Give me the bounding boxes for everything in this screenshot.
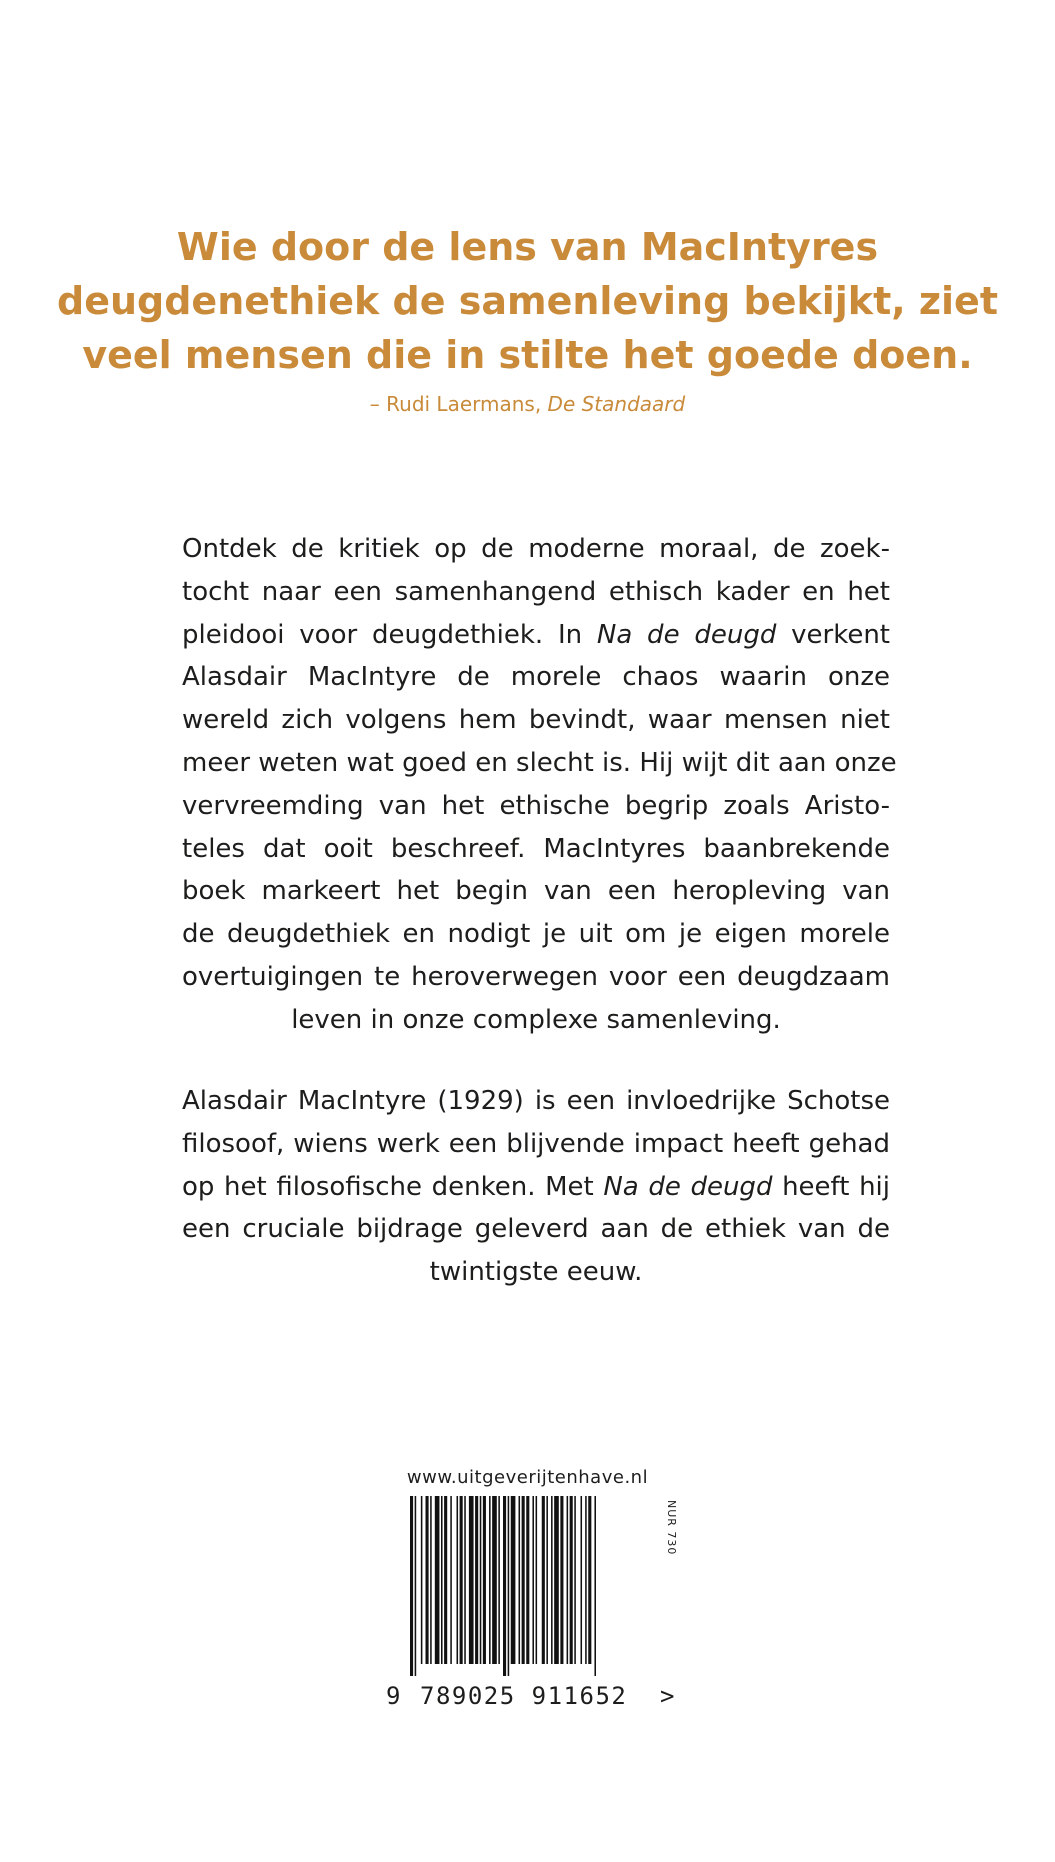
blurb-paragraph-2: [182, 1080, 890, 1294]
isbn-first-digit: 9: [386, 1682, 401, 1710]
barcode-bar: [511, 1496, 516, 1664]
barcode-bar: [570, 1496, 573, 1664]
barcode-bar: [415, 1496, 417, 1676]
barcode-bar: [426, 1496, 429, 1664]
barcode-bar: [464, 1496, 466, 1664]
barcode-bar: [441, 1496, 443, 1664]
quote-line: veel mensen die in stilte het goede doen.: [82, 333, 973, 377]
barcode-bar: [567, 1496, 569, 1664]
barcode: [410, 1496, 656, 1676]
blurb-line: Ontdek de kritiek op de moderne moraal, de zoek-: [182, 534, 890, 564]
blurb-line: Alasdair MacIntyre de morele chaos waarin onze: [182, 662, 890, 693]
isbn-digits: 789025 911652: [420, 1682, 628, 1710]
blurb-text: verkent: [776, 619, 891, 650]
barcode-bar: [546, 1496, 548, 1664]
barcode-bar: [542, 1496, 545, 1664]
barcode-bar: [480, 1496, 482, 1664]
barcode-bar: [532, 1496, 534, 1664]
blurb-line: twintigste eeuw.: [429, 1257, 643, 1288]
blurb-line: Alasdair MacIntyre (1929) is een invloedrijke Schotse: [182, 1086, 890, 1116]
book-title: Na de deugd: [596, 619, 777, 650]
blurb-line: overtuigingen te heroverwegen voor een deugdzaam: [182, 961, 890, 992]
publisher-url: www.uitgeverijtenhave.nl: [406, 1467, 649, 1488]
barcode-bar: [475, 1496, 478, 1664]
nur-code: NUR 730: [665, 1500, 678, 1556]
blurb-line: boek markeert het begin van een heropleving van: [182, 876, 890, 907]
barcode-bar: [503, 1496, 506, 1676]
attribution-author: – Rudi Laermans,: [369, 392, 548, 416]
barcode-bar: [410, 1496, 413, 1676]
blurb-line: leven in onze complexe samenleving.: [291, 1004, 781, 1035]
book-title: Na de deugd: [603, 1171, 773, 1202]
blurb-paragraph-1: [182, 528, 897, 1042]
blurb-line: [182, 1166, 890, 1209]
blurb-line: een cruciale bijdrage geleverd aan de ethiek van de: [182, 1214, 890, 1245]
barcode-bar: [492, 1496, 497, 1664]
barcode-bar: [526, 1496, 529, 1664]
barcode-bar: [585, 1496, 587, 1664]
barcode-bar: [450, 1496, 452, 1664]
blurb-line: vervreemding van het ethische begrip zoals Aristo-: [182, 790, 890, 821]
barcode-bar: [519, 1496, 521, 1664]
quote-attribution: [0, 392, 1055, 416]
barcode-bar: [483, 1496, 486, 1664]
blurb-line: meer weten wat goed en slecht is. Hij wijt dit aan onze: [182, 747, 897, 778]
barcode-bar: [581, 1496, 583, 1664]
barcode-bar: [457, 1496, 459, 1664]
barcode-bar: [498, 1496, 500, 1664]
barcode-bar: [460, 1496, 463, 1664]
barcode-bar: [421, 1496, 423, 1664]
isbn-arrow: >: [660, 1682, 675, 1710]
barcode-bar: [522, 1496, 525, 1664]
barcode-bar: [574, 1496, 576, 1664]
blurb-line: [182, 614, 890, 657]
blurb-text: heeft hij: [772, 1171, 890, 1202]
barcode-bar: [469, 1496, 474, 1664]
barcode-bar: [435, 1496, 440, 1664]
attribution-source: De Standaard: [547, 392, 686, 416]
barcode-bar: [508, 1496, 510, 1676]
blurb-text: op het filosofische denken. Met: [182, 1171, 604, 1202]
barcode-bar: [536, 1496, 538, 1664]
blurb-line: filosoof, wiens werk een blijvende impact heeft gehad: [182, 1128, 890, 1159]
quote-line: Wie door de lens van MacIntyres: [176, 225, 879, 269]
blurb-line: teles dat ooit beschreef. MacIntyres baanbrekende: [182, 833, 890, 864]
barcode-bar: [554, 1496, 559, 1664]
barcode-bar: [560, 1496, 563, 1664]
barcode-bar: [430, 1496, 432, 1664]
blurb-line: wereld zich volgens hem bevindt, waar mensen niet: [182, 705, 890, 736]
blurb-text: pleidooi voor deugdethiek. In: [182, 619, 597, 650]
barcode-bar: [551, 1496, 553, 1664]
barcode-bar: [489, 1496, 491, 1664]
blurb-line: de deugdethiek en nodigt je uit om je eigen morele: [182, 919, 890, 950]
blurb-line: tocht naar een samenhangend ethisch kader en het: [182, 576, 890, 607]
quote-line: deugdenethiek de samenleving bekijkt, ziet: [57, 279, 998, 323]
cover-quote: [0, 220, 1055, 382]
barcode-bar: [594, 1496, 596, 1676]
barcode-bar: [588, 1496, 591, 1664]
barcode-bar: [444, 1496, 447, 1664]
